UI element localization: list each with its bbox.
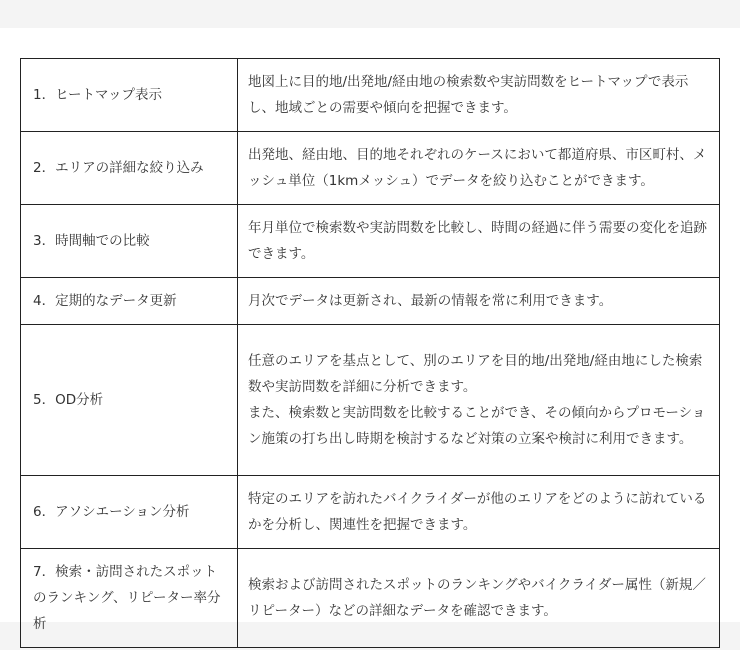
table-row	[21, 325, 720, 476]
feature-description	[238, 325, 720, 476]
feature-description: 月次でデータは更新され、最新の情報を常に利用できます。	[238, 278, 720, 325]
feature-description: 特定のエリアを訪れたバイクライダーが他のエリアをどのように訪れているかを分析し、関連性を把握できます。	[238, 476, 720, 549]
table-row	[21, 549, 720, 648]
table-row	[21, 59, 720, 132]
feature-description: 検索および訪問されたスポットのランキングやバイクライダー属性（新規／リピーター）などの詳細なデータを確認できます。	[238, 549, 720, 648]
feature-description: 年月単位で検索数や実訪問数を比較し、時間の経過に伴う需要の変化を追跡できます。	[238, 205, 720, 278]
feature-description: 出発地、経由地、目的地それぞれのケースにおいて都道府県、市区町村、メッシュ単位（1kmメッシュ）でデータを絞り込むことができます。	[238, 132, 720, 205]
feature-name: 5．OD分析	[21, 325, 238, 476]
feature-description-paragraph: 任意のエリアを基点として、別のエリアを目的地/出発地/経由地にした検索数や実訪問数を詳細に分析できます。	[248, 353, 703, 395]
content-panel	[0, 28, 740, 632]
table-row	[21, 205, 720, 278]
feature-name: 4．定期的なデータ更新	[21, 278, 238, 325]
feature-table	[20, 58, 720, 648]
feature-description: 地図上に目的地/出発地/経由地の検索数や実訪問数をヒートマップで表示し、地域ごとの需要や傾向を把握できます。	[238, 59, 720, 132]
feature-name: 6．アソシエーション分析	[21, 476, 238, 549]
feature-description-paragraph: また、検索数と実訪問数を比較することができ、その傾向からプロモーション施策の打ち出し時期を検討するなど対策の立案や検討に利用できます。	[248, 405, 706, 447]
feature-name: 3．時間軸での比較	[21, 205, 238, 278]
feature-name: 7．検索・訪問されたスポットのランキング、リピーター率分析	[21, 549, 238, 648]
feature-name: 1．ヒートマップ表示	[21, 59, 238, 132]
feature-name: 2．エリアの詳細な絞り込み	[21, 132, 238, 205]
table-row	[21, 476, 720, 549]
table-row	[21, 132, 720, 205]
table-row	[21, 278, 720, 325]
